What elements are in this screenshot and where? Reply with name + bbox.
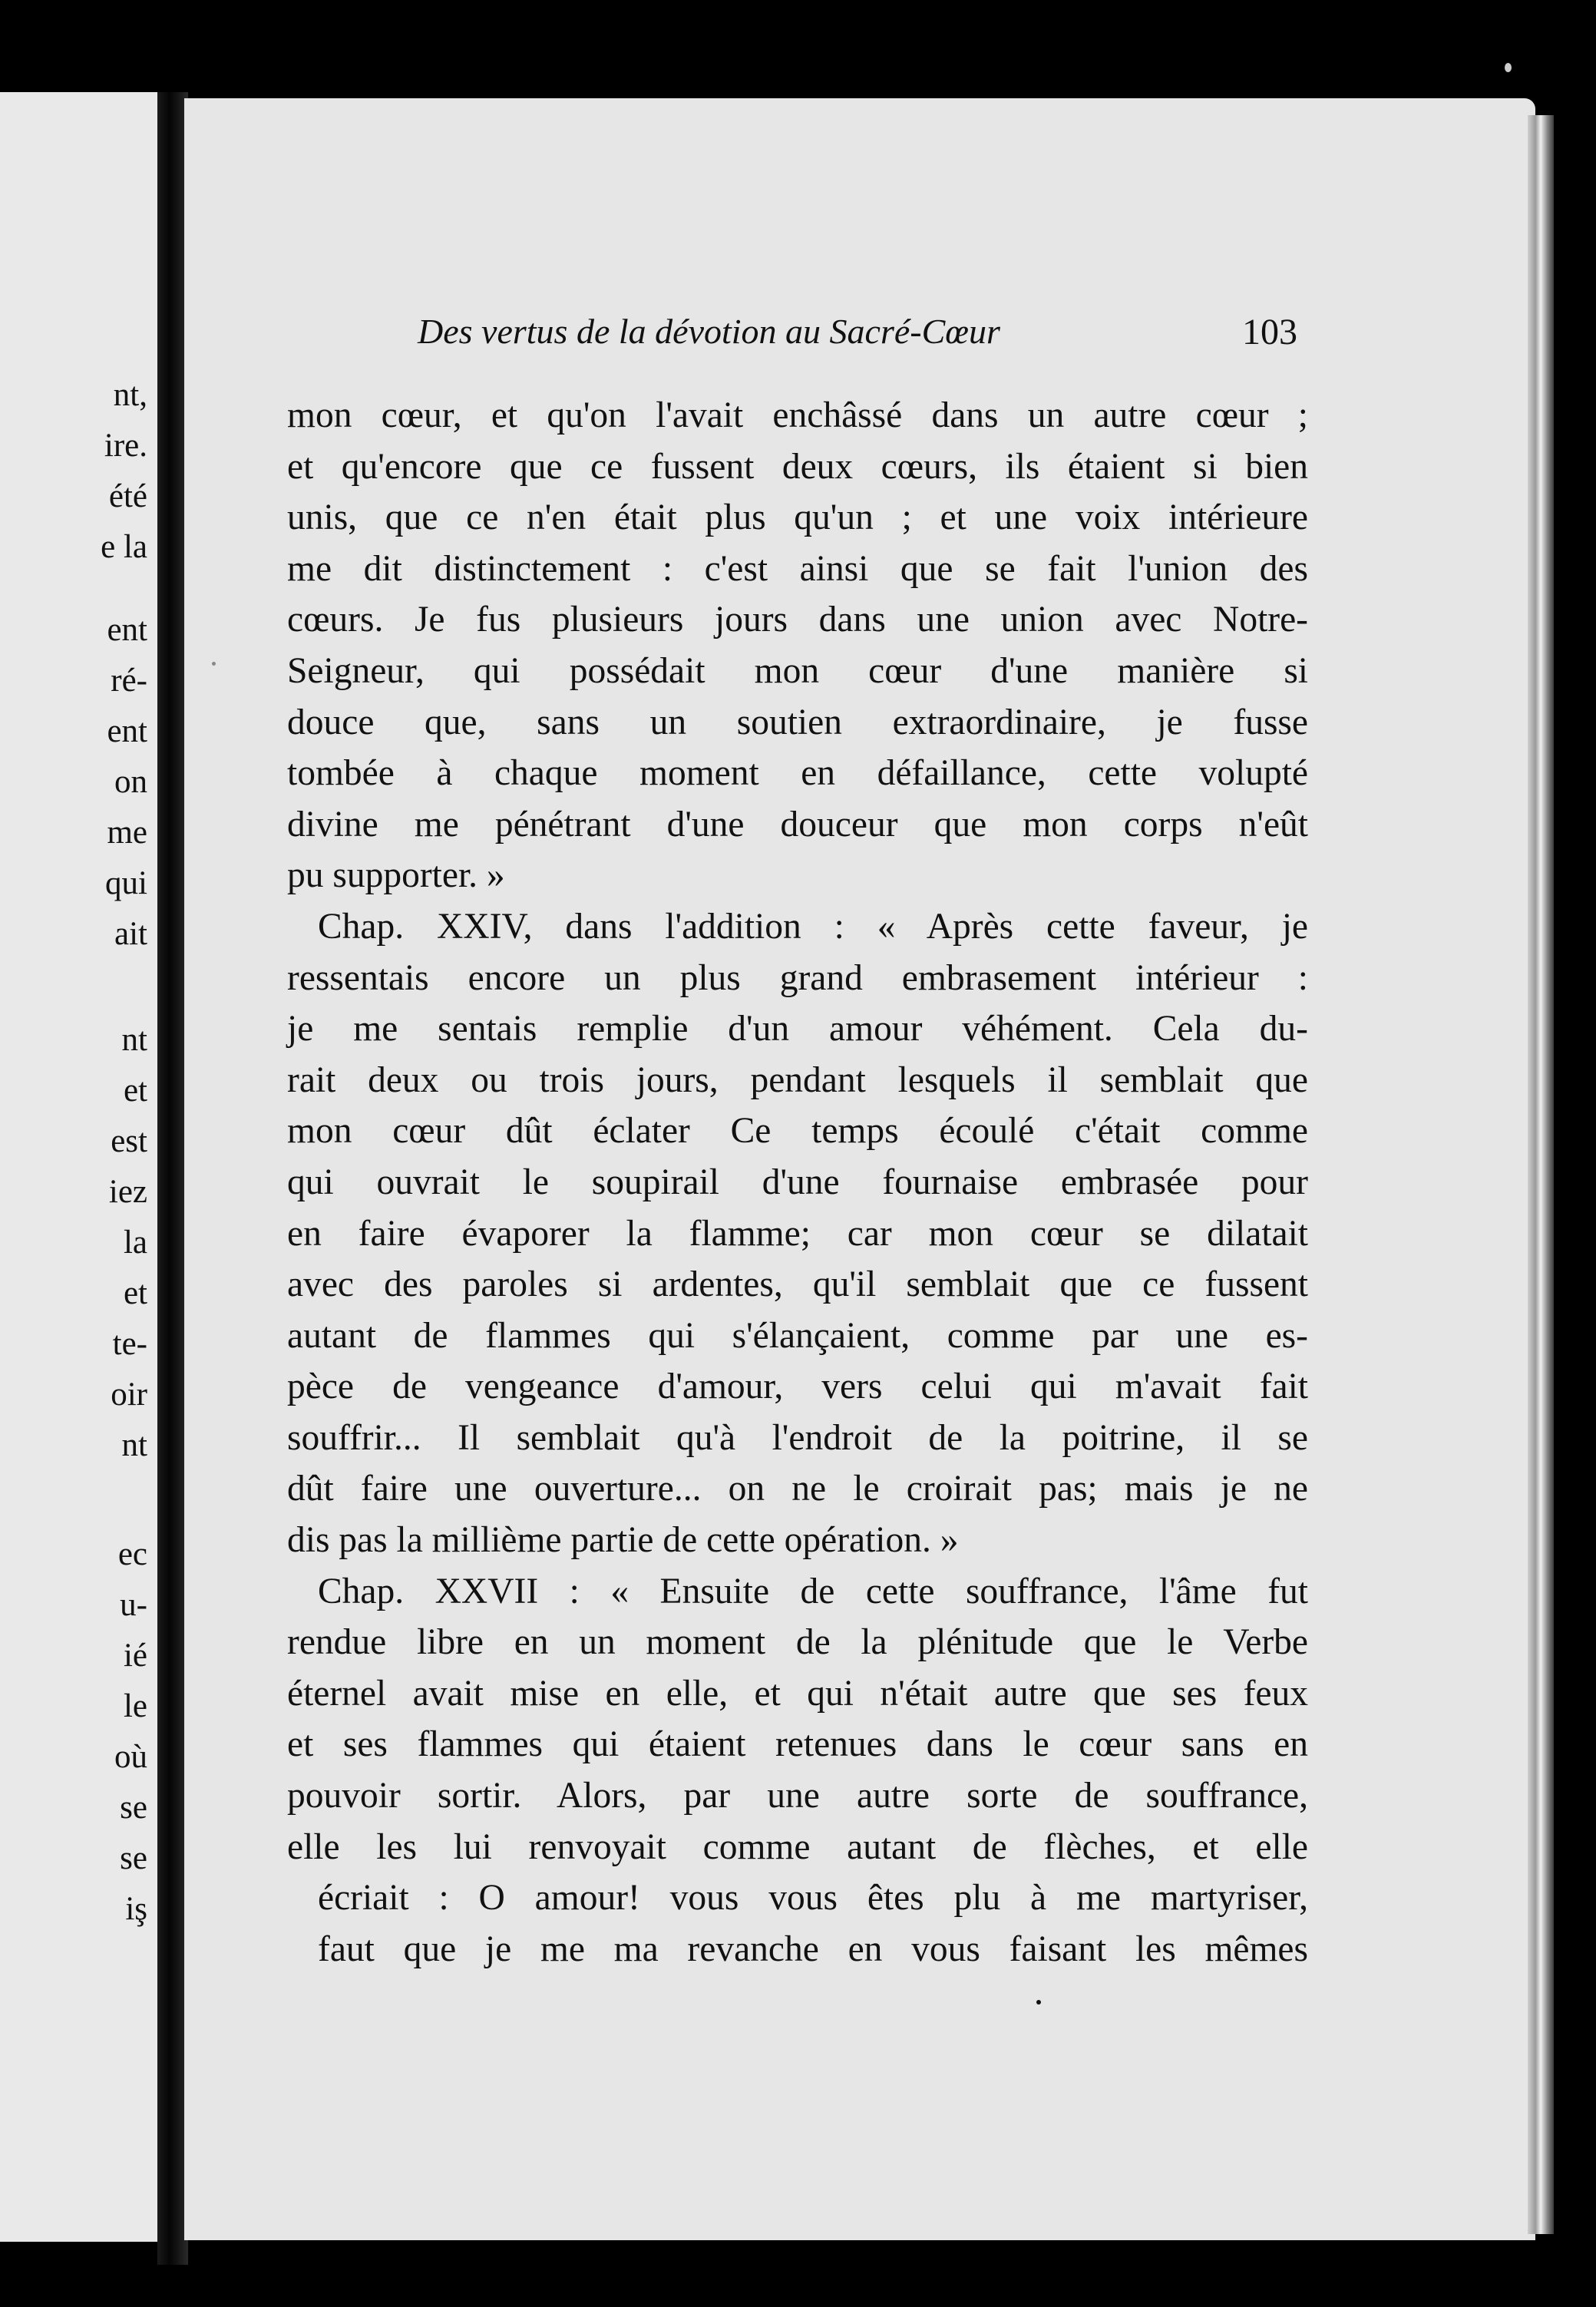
left-fragment: ent bbox=[107, 612, 147, 648]
text-line: mon cœur dût éclater Ce temps écoulé c'était comme bbox=[287, 1111, 1308, 1152]
left-fragment: nt, bbox=[113, 377, 147, 413]
left-fragment: et bbox=[123, 1275, 147, 1311]
left-fragment: e la bbox=[101, 529, 147, 565]
left-fragment: le bbox=[123, 1688, 147, 1724]
left-fragment: est bbox=[111, 1123, 147, 1159]
text-line: Chap. XXIV, dans l'addition : « Après cette faveur, je bbox=[318, 906, 1308, 947]
left-fragment: nt bbox=[121, 1022, 147, 1058]
left-fragment: ire. bbox=[104, 428, 147, 464]
running-head: Des vertus de la dévotion au Sacré-Cœur bbox=[418, 312, 1000, 351]
left-fragment: et bbox=[123, 1073, 147, 1109]
left-fragment: ié bbox=[123, 1638, 147, 1674]
left-fragment: ait bbox=[114, 916, 147, 952]
left-fragment: iez bbox=[108, 1174, 147, 1210]
left-fragment: on bbox=[114, 764, 147, 800]
left-fragment: me bbox=[107, 815, 147, 851]
text-line: écriait : O amour! vous vous êtes plu à me martyriser, bbox=[318, 1878, 1308, 1919]
left-fragment: se bbox=[120, 1840, 147, 1876]
left-fragment: oir bbox=[111, 1377, 147, 1413]
text-line: avec des paroles si ardentes, qu'il semblait que ce fussent bbox=[287, 1264, 1308, 1305]
text-line: pouvoir sortir. Alors, par une autre sorte de souffrance, bbox=[287, 1776, 1308, 1816]
page-number: 103 bbox=[1242, 312, 1297, 352]
text-line: qui ouvrait le soupirail d'une fournaise embrasée pour bbox=[287, 1162, 1308, 1202]
left-fragment: la bbox=[123, 1225, 147, 1261]
text-line: et ses flammes qui étaient retenues dans le cœur sans en bbox=[287, 1724, 1308, 1765]
text-line: dût faire une ouverture... on ne le croirait pas; mais je ne bbox=[287, 1469, 1308, 1509]
text-line: éternel avait mise en elle, et qui n'était autre que ses feux bbox=[287, 1673, 1308, 1714]
left-fragment: nt bbox=[121, 1427, 147, 1463]
text-line: rait deux ou trois jours, pendant lesquels il semblait que bbox=[287, 1059, 1308, 1100]
text-line: en faire évaporer la flamme; car mon cœur se dilatait bbox=[287, 1213, 1308, 1254]
text-line: ressentais encore un plus grand embrasement intérieur : bbox=[287, 957, 1308, 998]
facing-page-left bbox=[0, 92, 161, 2242]
left-fragment: qui bbox=[105, 865, 147, 901]
page-body-text bbox=[287, 390, 1308, 1975]
book-gutter bbox=[157, 92, 188, 2265]
text-line: cœurs. Je fus plusieurs jours dans une union avec Notre- bbox=[287, 600, 1308, 640]
dust-speck bbox=[212, 662, 216, 666]
text-line: je me sentais remplie d'un amour véhément. Cela du- bbox=[287, 1009, 1308, 1049]
text-line: douce que, sans un soutien extraordinaire, je fusse bbox=[287, 702, 1308, 742]
text-line: elle les lui renvoyait comme autant de flèches, et elle bbox=[287, 1826, 1308, 1867]
text-line: faut que je me ma revanche en vous faisant les mêmes bbox=[318, 1929, 1308, 1969]
dust-speck bbox=[1036, 2000, 1041, 2005]
text-line: Seigneur, qui possédait mon cœur d'une manière si bbox=[287, 650, 1308, 691]
text-line: et qu'encore que ce fussent deux cœurs, ils étaient si bien bbox=[287, 446, 1308, 487]
text-line: tombée à chaque moment en défaillance, cette volupté bbox=[287, 753, 1308, 794]
text-line: dis pas la millième partie de cette opération. » bbox=[287, 1520, 959, 1561]
text-line: divine me pénétrant d'une douceur que mon corps n'eût bbox=[287, 804, 1308, 844]
left-fragment: se bbox=[120, 1790, 147, 1826]
left-fragment: ent bbox=[107, 713, 147, 749]
text-line: me dit distinctement : c'est ainsi que se fait l'union des bbox=[287, 548, 1308, 589]
text-line: unis, que ce n'en était plus qu'un ; et une voix intérieure bbox=[287, 497, 1308, 538]
text-line: autant de flammes qui s'élançaient, comme par une es- bbox=[287, 1315, 1308, 1356]
text-line: rendue libre en un moment de la plénitude que le Verbe bbox=[287, 1622, 1308, 1663]
left-fragment: ré- bbox=[111, 663, 147, 699]
left-fragment: ec bbox=[117, 1536, 147, 1572]
dust-speck bbox=[1505, 63, 1512, 72]
left-fragment: été bbox=[108, 478, 147, 514]
text-line: pu supporter. » bbox=[287, 855, 505, 896]
page-edge-stack bbox=[1528, 115, 1554, 2234]
text-line: mon cœur, et qu'on l'avait enchâssé dans un autre cœur ; bbox=[287, 395, 1308, 435]
text-line: pèce de vengeance d'amour, vers celui qui m'avait fait bbox=[287, 1367, 1308, 1407]
text-line: souffrir... Il semblait qu'à l'endroit de la poitrine, il se bbox=[287, 1417, 1308, 1458]
left-fragment: u- bbox=[120, 1587, 147, 1623]
left-fragment: te- bbox=[112, 1326, 147, 1362]
text-line: Chap. XXVII : « Ensuite de cette souffrance, l'âme fut bbox=[318, 1571, 1308, 1611]
left-fragment: iş bbox=[125, 1891, 147, 1927]
left-fragment: où bbox=[114, 1739, 147, 1775]
